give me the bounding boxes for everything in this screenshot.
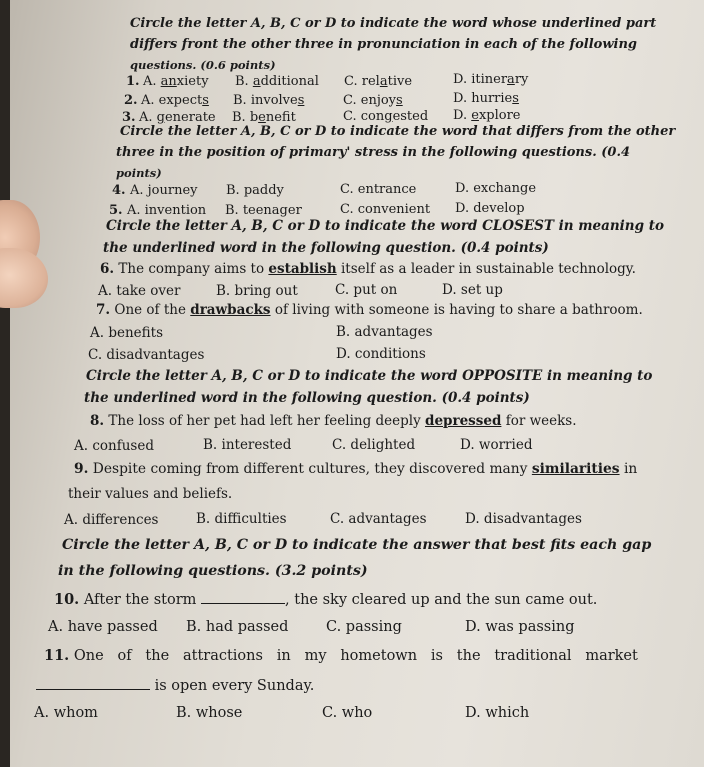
- q2-number: 2.: [124, 93, 138, 108]
- q3-number: 3.: [122, 110, 136, 125]
- q8-stem: 8. The loss of her pet had left her feeling deeply depressed for weeks.: [90, 413, 577, 429]
- q1-number: 1.: [126, 74, 140, 89]
- q4-option-c[interactable]: C. entrance: [340, 182, 417, 197]
- q10-option-d[interactable]: D. was passing: [465, 619, 575, 635]
- section3-instruction-line1: Circle the letter A, B, C or D to indicate the word CLOSEST in meaning to: [106, 218, 665, 234]
- q1-option-c[interactable]: C. relative: [344, 74, 413, 89]
- q6-option-b[interactable]: B. bring out: [216, 283, 298, 299]
- q4-option-a[interactable]: A. journey: [130, 183, 198, 198]
- q6-stem: 6. The company aims to establish itself as a leader in sustainable technology.: [100, 261, 636, 277]
- q7-option-c[interactable]: C. disadvantages: [88, 347, 205, 363]
- q6-option-a[interactable]: A. take over: [98, 283, 181, 299]
- section1-instruction-line2: differs front the other three in pronunciation in each of the following: [130, 37, 638, 52]
- q8-option-b[interactable]: B. interested: [203, 437, 292, 453]
- section2-instruction-line1: Circle the letter A, B, C or D to indicate the word that differs from the other: [120, 124, 676, 139]
- q9-stem-line2: their values and beliefs.: [68, 486, 233, 502]
- section5-instruction-line1: Circle the letter A, B, C or D to indicate the answer that best fits each gap: [62, 537, 652, 553]
- q9-stem-line1: 9. Despite coming from different cultures, they discovered many similarities in: [74, 461, 638, 477]
- section4-instruction-line2: the underlined word in the following question. (0.4 points): [84, 390, 530, 406]
- q7-stem: 7. One of the drawbacks of living with someone is having to share a bathroom.: [96, 302, 643, 318]
- section1-instruction-line1: Circle the letter A, B, C or D to indicate the word whose underlined part: [130, 16, 657, 31]
- q11-stem-line1: 11. One of the attractions in my hometown is the traditional market: [44, 647, 638, 664]
- section3-instruction-line2: the underlined word in the following question. (0.4 points): [103, 240, 549, 256]
- q10-option-c[interactable]: C. passing: [326, 619, 402, 635]
- q4-number: 4.: [112, 183, 126, 198]
- q9-option-d[interactable]: D. disadvantages: [465, 511, 582, 527]
- q1-option-a[interactable]: A. anxiety: [143, 74, 209, 89]
- q3-option-d[interactable]: D. explore: [453, 108, 521, 123]
- q7-option-b[interactable]: B. advantages: [336, 324, 433, 340]
- q1-option-b[interactable]: B. additional: [235, 74, 319, 89]
- q7-option-d[interactable]: D. conditions: [336, 346, 426, 362]
- q11-stem-line2: is open every Sunday.: [36, 677, 314, 694]
- q11-option-d[interactable]: D. which: [465, 705, 530, 721]
- q10-stem: 10. After the storm , the sky cleared up and the sun came out.: [54, 591, 598, 608]
- q6-option-c[interactable]: C. put on: [335, 282, 398, 298]
- section2-instruction-line3: points): [116, 166, 162, 180]
- q4-option-d[interactable]: D. exchange: [455, 181, 537, 196]
- q5-option-a[interactable]: A. invention: [127, 203, 207, 218]
- section5-instruction-line2: in the following questions. (3.2 points): [58, 563, 368, 579]
- q1-option-d[interactable]: D. itinerary: [453, 72, 529, 87]
- q2-option-b[interactable]: B. involves: [233, 93, 305, 108]
- q6-option-d[interactable]: D. set up: [442, 282, 503, 298]
- q7-option-a[interactable]: A. benefits: [90, 325, 164, 341]
- q11-blank[interactable]: [36, 677, 150, 690]
- section2-instruction-line2: three in the position of primary' stress in the following questions. (0.4: [116, 145, 631, 160]
- q8-option-a[interactable]: A. confused: [74, 438, 154, 454]
- q5-option-c[interactable]: C. convenient: [340, 202, 431, 217]
- q10-option-a[interactable]: A. have passed: [48, 619, 158, 635]
- q9-option-c[interactable]: C. advantages: [330, 511, 427, 527]
- q9-option-a[interactable]: A. differences: [64, 512, 159, 528]
- q10-option-b[interactable]: B. had passed: [186, 619, 289, 635]
- q3-option-a[interactable]: A. generate: [139, 110, 216, 125]
- q11-option-b[interactable]: B. whose: [176, 705, 243, 721]
- q8-option-d[interactable]: D. worried: [460, 437, 533, 453]
- section1-instruction-line3: questions. (0.6 points): [130, 58, 276, 72]
- section4-instruction-line1: Circle the letter A, B, C or D to indicate the word OPPOSITE in meaning to: [86, 368, 653, 384]
- q4-option-b[interactable]: B. paddy: [226, 183, 284, 198]
- q3-option-c[interactable]: C. congested: [343, 109, 429, 124]
- q8-option-c[interactable]: C. delighted: [332, 437, 416, 453]
- q2-option-d[interactable]: D. hurries: [453, 91, 519, 106]
- worksheet-page: [10, 0, 704, 767]
- q2-option-c[interactable]: C. enjoys: [343, 93, 403, 108]
- q11-option-c[interactable]: C. who: [322, 705, 373, 721]
- q5-number: 5.: [109, 203, 123, 218]
- q2-option-a[interactable]: A. expects: [141, 93, 209, 108]
- q9-option-b[interactable]: B. difficulties: [196, 511, 287, 527]
- q5-option-b[interactable]: B. teenager: [225, 203, 302, 218]
- q5-option-d[interactable]: D. develop: [455, 201, 525, 216]
- q11-option-a[interactable]: A. whom: [34, 705, 98, 721]
- q10-blank[interactable]: [201, 591, 285, 604]
- q3-option-b[interactable]: B. benefit: [232, 110, 296, 125]
